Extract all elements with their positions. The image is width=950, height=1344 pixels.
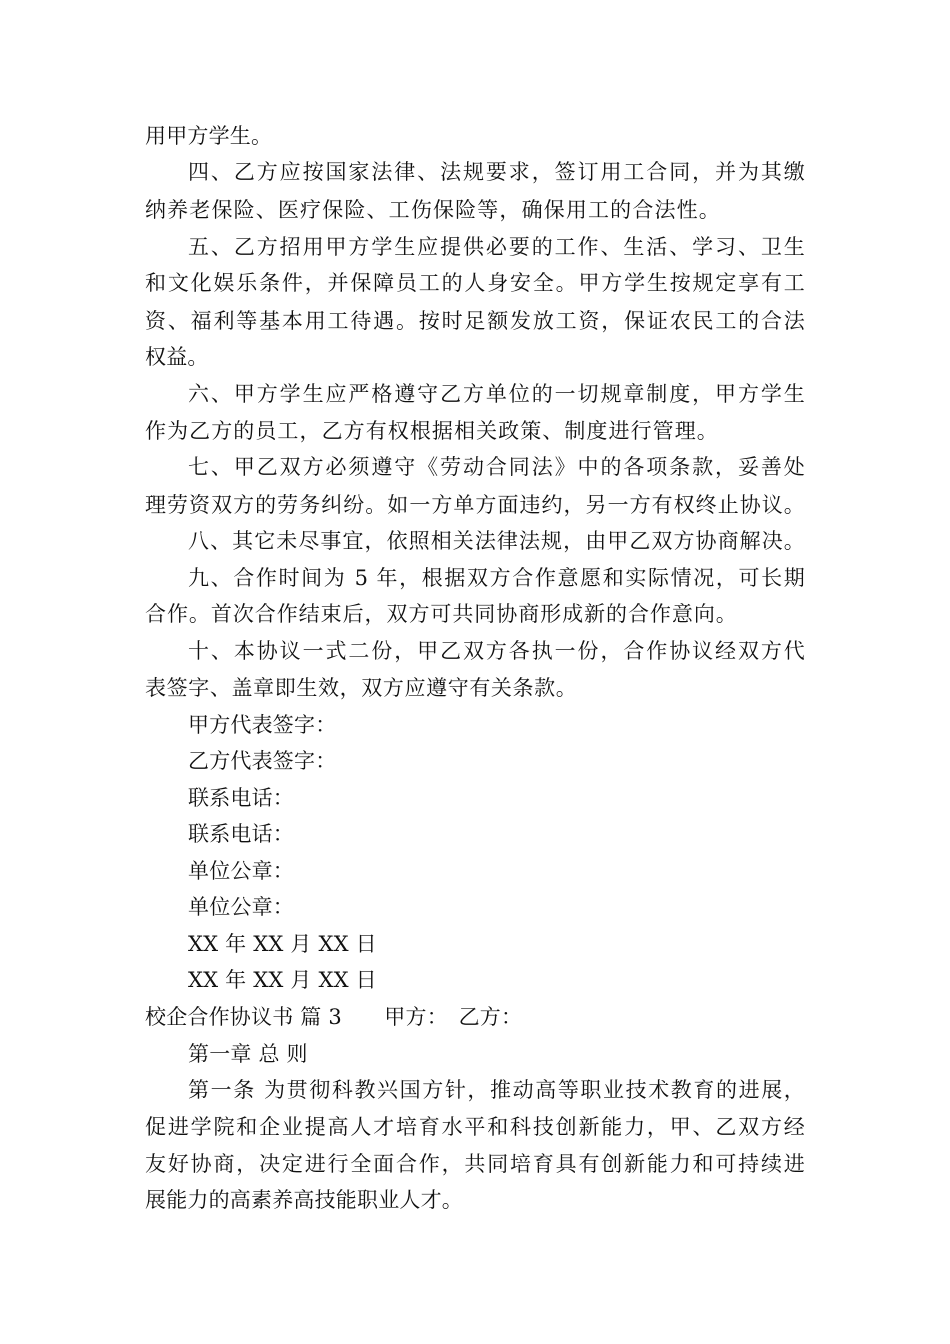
text-line: 四、乙方应按国家法律、法规要求，签订用工合同，并为其缴 [188,160,805,184]
date-line: XX 年 XX 月 XX 日 [188,968,377,992]
signature-label-party-a: 甲方代表签字： [188,713,337,737]
date-line: XX 年 XX 月 XX 日 [188,932,377,956]
text-line: 表签字、盖章即生效，双方应遵守有关条款。 [145,676,577,700]
chapter-heading: 第一章 总 则 [188,1042,308,1066]
text-line: 友好协商，决定进行全面合作，共同培育具有创新能力和可持续进 [145,1152,805,1176]
phone-label: 联系电话： [188,822,294,846]
phone-label: 联系电话： [188,786,294,810]
seal-label: 单位公章： [188,859,294,883]
text-line: 第一条 为贯彻科教兴国方针，推动高等职业技术教育的进展， [188,1078,805,1102]
text-line: 九、合作时间为 5 年，根据双方合作意愿和实际情况，可长期 [188,566,805,590]
text-line: 合作。首次合作结束后，双方可共同协商形成新的合作意向。 [145,602,737,626]
text-line: 五、乙方招用甲方学生应提供必要的工作、生活、学习、卫生 [188,235,805,259]
text-line: 和文化娱乐条件，并保障员工的人身安全。甲方学生按规定享有工 [145,271,805,295]
text-line: 七、甲乙双方必须遵守《劳动合同法》中的各项条款，妥善处 [188,455,805,479]
text-line: 展能力的高素养高技能职业人才。 [145,1188,463,1212]
text-line: 权益。 [145,345,209,369]
text-line: 八、其它未尽事宜，依照相关法律法规，由甲乙双方协商解决。 [188,529,805,553]
seal-label: 单位公章： [188,895,294,919]
text-line: 十、本协议一式二份，甲乙双方各执一份，合作协议经双方代 [188,639,805,663]
text-line: 促进学院和企业提高人才培育水平和科技创新能力，甲、乙双方经 [145,1115,805,1139]
signature-label-party-b: 乙方代表签字： [188,749,337,773]
text-line: 纳养老保险、医疗保险、工伤保险等，确保用工的合法性。 [145,198,720,222]
text-line: 理劳资双方的劳务纠纷。如一方单方面违约，另一方有权终止协议。 [145,493,805,517]
text-line: 资、福利等基本用工待遇。按时足额发放工资，保证农民工的合法 [145,309,805,333]
text-line: 用甲方学生。 [145,124,273,148]
text-line: 作为乙方的员工，乙方有权根据相关政策、制度进行管理。 [145,419,718,443]
text-line: 六、甲方学生应严格遵守乙方单位的一切规章制度，甲方学生 [188,382,805,406]
section-heading: 校企合作协议书 篇 3 甲方： 乙方： [145,1005,523,1029]
